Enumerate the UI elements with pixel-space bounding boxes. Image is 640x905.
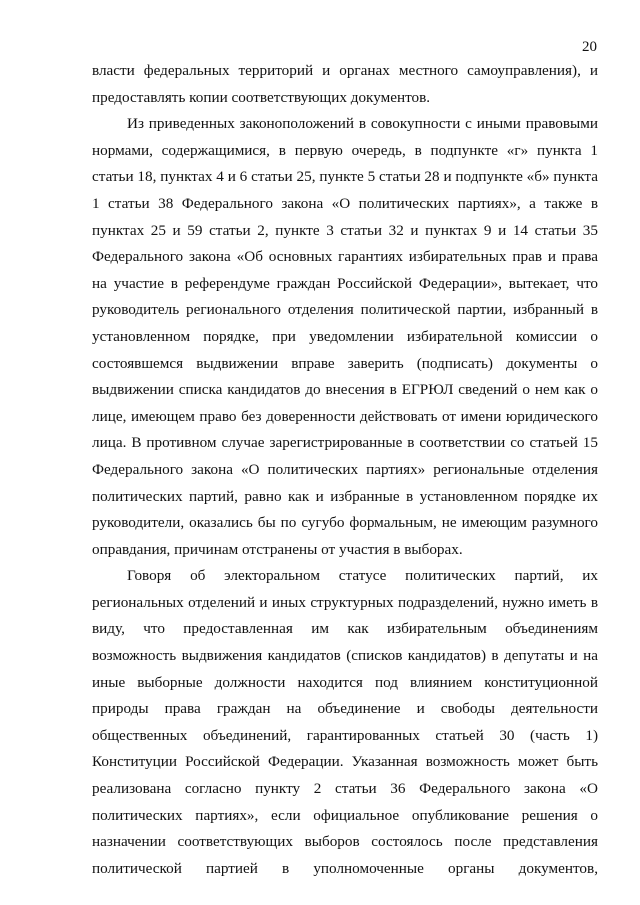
- text-line: лица. В противном случае зарегистрированные в соответствии со статьей 15: [92, 434, 598, 452]
- text-line: оправдания, причинам отстранены от участия в выборах.: [92, 540, 463, 558]
- paragraph-continuation: [92, 58, 598, 111]
- text-line: Говоря об электоральном статусе политических партий, их: [127, 567, 598, 585]
- text-line: возможность выдвижения кандидатов (списков кандидатов) в депутаты и на: [92, 647, 598, 665]
- paragraph-legal-provisions: [92, 111, 598, 563]
- text-line: на участие в референдуме граждан Российской Федерации», вытекает, что: [92, 274, 598, 292]
- document-body: [92, 58, 598, 882]
- text-line: лице, имеющем право без доверенности действовать от имени юридического: [92, 407, 598, 425]
- text-line: Из приведенных законоположений в совокупности с иными правовыми: [127, 115, 598, 133]
- text-line: виду, что предоставленная им как избирательным объединениям: [92, 620, 598, 638]
- text-line: 1 статьи 38 Федерального закона «О политических партиях», а также в: [92, 194, 598, 212]
- text-line: Конституции Российской Федерации. Указанная возможность может быть: [92, 753, 598, 771]
- text-line: политических партиях», если официальное опубликование решения о: [92, 806, 598, 824]
- text-line: общественных объединений, гарантированных статьей 30 (часть 1): [92, 726, 598, 744]
- text-line: иные выборные должности находится под влиянием конституционной: [92, 673, 598, 691]
- text-line: региональных отделений и иных структурных подразделений, нужно иметь в: [92, 593, 598, 611]
- text-line: Федерального закона «О политических партиях» региональные отделения: [92, 460, 598, 478]
- paragraph-electoral-status: [92, 563, 598, 882]
- text-line: политической партией в уполномоченные органы документов,: [92, 859, 598, 877]
- text-line: руководители, оказались бы по сугубо формальным, не имеющим разумного: [92, 514, 598, 532]
- text-line: назначении соответствующих выборов состоялось после представления: [92, 833, 598, 851]
- text-line: Федерального закона «Об основных гарантиях избирательных прав и права: [92, 248, 598, 266]
- text-line: предоставлять копии соответствующих документов.: [92, 88, 431, 106]
- text-line: выдвижении списка кандидатов до внесения в ЕГРЮЛ сведений о нем как о: [92, 381, 598, 399]
- text-line: руководитель регионального отделения политической партии, избранный в: [92, 301, 598, 319]
- text-line: природы права граждан на объединение и свободы деятельности: [92, 700, 598, 718]
- text-line: реализована согласно пункту 2 статьи 36 Федерального закона «О: [92, 780, 598, 798]
- text-line: установленном порядке, при уведомлении избирательной комиссии о: [92, 327, 598, 345]
- text-line: пунктах 25 и 59 статьи 2, пункте 3 статьи 32 и пунктах 9 и 14 статьи 35: [92, 221, 598, 239]
- text-line: статьи 18, пунктах 4 и 6 статьи 25, пункте 5 статьи 28 и подпункте «б» пункта: [92, 168, 598, 186]
- text-line: нормами, содержащимися, в первую очередь, в подпункте «г» пункта 1: [92, 141, 598, 159]
- page-number: 20: [582, 39, 597, 55]
- text-line: политических партий, равно как и избранные в установленном порядке их: [92, 487, 598, 505]
- text-line: состоявшемся выдвижении вправе заверить (подписать) документы о: [92, 354, 598, 372]
- text-line: власти федеральных территорий и органах местного самоуправления), и: [92, 62, 598, 79]
